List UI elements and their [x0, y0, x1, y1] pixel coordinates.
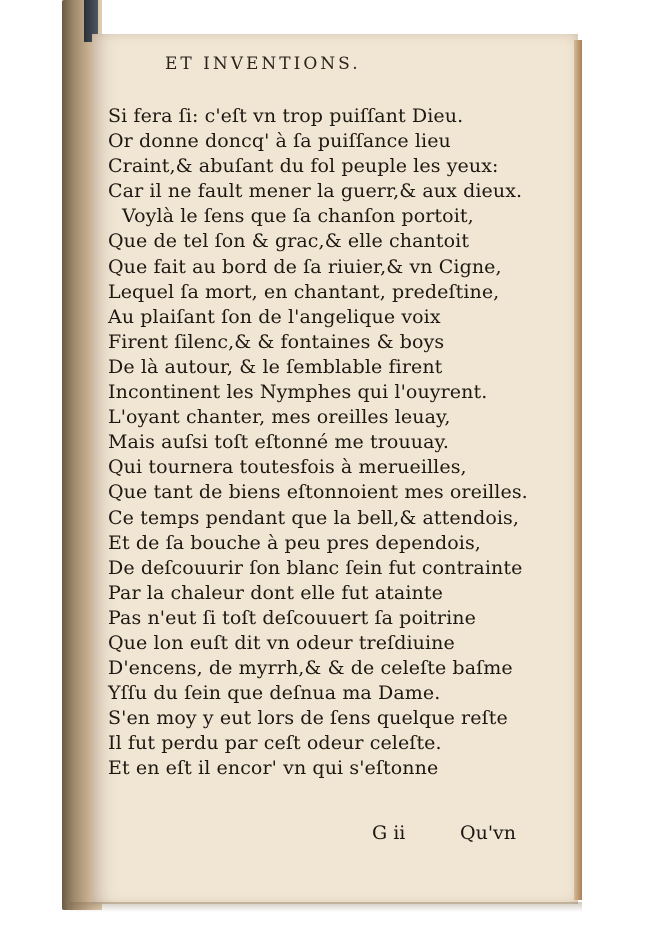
poem-text-block [108, 104, 548, 782]
text-line: Craint,& abuſant du fol peuple les yeux: [108, 155, 499, 178]
text-line: De deſcouurir ſon blanc ſein fut contrainte [108, 556, 523, 579]
text-line: Que tant de biens eſtonnoient mes oreilles. [108, 481, 528, 504]
signature-mark: G ii [372, 822, 406, 844]
text-line: Ce temps pendant que la bell,& attendois, [108, 506, 520, 529]
text-line: Or donne doncq' à ſa puiſſance lieu [108, 130, 451, 153]
text-line: Et en eſt il encor' vn qui s'eſtonne [108, 757, 439, 780]
text-line: Au plaiſant ſon de l'angelique voix [108, 305, 441, 328]
text-line: Car il ne fault mener la guerr,& aux dieux. [108, 180, 523, 203]
page-bottom-shadow [70, 902, 582, 912]
catchword: Qu'vn [460, 822, 517, 844]
text-line: D'encens, de myrrh,& & de celeſte baſme [108, 657, 513, 680]
text-line: Si fera ſi: c'eſt vn trop puiſſant Dieu. [108, 105, 464, 127]
text-line: Mais auſsi toſt eſtonné me trouuay. [108, 431, 450, 454]
text-line: Qui tournera toutesfois à merueilles, [108, 456, 467, 479]
text-line: Et de ſa bouche à peu pres dependois, [108, 531, 481, 554]
text-line: Voylà le ſens que ſa chanſon portoit, [122, 205, 474, 228]
text-line: Pas n'eut ſi toſt deſcouuert ſa poitrine [108, 606, 476, 629]
text-line: Lequel ſa mort, en chantant, predeſtine, [108, 280, 500, 303]
text-line: Yſſu du ſein que deſnua ma Dame. [108, 682, 441, 705]
text-line: S'en moy y eut lors de ſens quelque reſte [108, 707, 508, 730]
text-line: Que de tel ſon & grac,& elle chantoit [108, 230, 470, 253]
text-line: Incontinent les Nymphes qui l'ouyrent. [108, 381, 488, 404]
text-line: De là autour, & le ſemblable firent [108, 355, 443, 378]
text-line: L'oyant chanter, mes oreilles leuay, [108, 406, 451, 429]
text-line: Il fut perdu par ceſt odeur celeſte. [108, 732, 442, 755]
text-line: Firent ſilenc,& & fontaines & boys [108, 330, 445, 353]
text-line: Que lon euſt dit vn odeur treſdiuine [108, 631, 455, 654]
text-line: Que fait au bord de ſa riuier,& vn Cigne, [108, 255, 502, 278]
page-edge [574, 40, 582, 900]
running-head: ET INVENTIONS. [165, 54, 361, 74]
text-line: Par la chaleur dont elle fut atainte [108, 581, 443, 604]
